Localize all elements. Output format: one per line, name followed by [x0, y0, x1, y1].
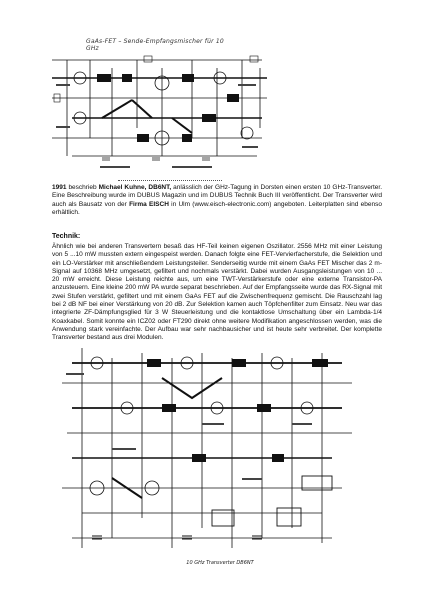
separator-line [118, 180, 222, 182]
section-heading: Technik: [52, 233, 81, 240]
intro-text-b: anlässlich der GHz-Tagung in Dorsten einen ersten 10 GHz-Transverter. Eine Beschreibung wurde im DUBUS Magazin und im DUBUS Technik Buch III veröffentlicht. Der Transverter wird auch als Bausatz von der [52, 184, 383, 208]
intro-text-c: in Ulm (www.eisch-electronic.com) angeboten. Leiterplatten sind ebenso erhältlich. [52, 200, 382, 216]
section-body: Ähnlich wie bei anderen Transvertern besaß das HF-Teil keinen eigenen Oszillator. 2556 MHz mit einer Leistung von 5 ...10 mW mussten extern eingespeist werden. Danach folgte eine FET-Vervierfacherstufe, die Selektion und ein LO-Verstärker mit anschließendem Leistungsteiler. Senderseitig wurde mit einem GaAs FET Mischer das 2 m-Signal auf 10368 MHz umgesetzt, gefiltert und nochmals verstärkt. Dabei wurden Ausgangsleistungen von 10 ... 20 mW erreicht. Diese Leistung reichte aus, um eine TWT-Verstärkerstufe oder eine externe Transistor-PA anzusteuern. Eine kleine 200 mW PA wurde separat beschrieben. Auf der Empfangsseite wurde das RX-Signal mit zwei Stufen verstärkt, gefiltert und mit einem GaAs FET auf die Zwischenfrequenz gemischt. Die Rauschzahl lag bei 2 dB NF bei einer Verstärkung von 20 dB. Zur Selektion kamen auch Töpfchenfilter zum Einsatz. Neu war das integrierte ZF-Dämpfungsglied für 3 W Steuerleistung und die kontaktlose Umschaltung über ein Lambda-1/4 Koaxkabel. Somit konnte ein ICZ02 oder FT290 direkt ohne weitere Modifikation angeschlossen werden, was die Anwendung stark vereinfachte. Der Aufbau war sehr nachbausicher und ist heute sehr verbreitet. Der komplette Transverter bestand aus drei Modulen. [52, 243, 382, 342]
bottom-schematic-caption: 10 GHz Transverter DB6NT [186, 560, 254, 566]
year: 1991 [52, 184, 67, 191]
firm: Firma EISCH [129, 200, 169, 208]
intro-paragraph [52, 184, 382, 217]
author: Michael Kuhne, DB6NT, [98, 184, 172, 191]
bottom-schematic [52, 338, 362, 568]
top-schematic-title: GaAs-FET – Sende-Empfangsmischer für 10 GHz [86, 38, 224, 52]
top-schematic [42, 38, 278, 178]
intro-text-a: beschrieb [66, 184, 99, 191]
